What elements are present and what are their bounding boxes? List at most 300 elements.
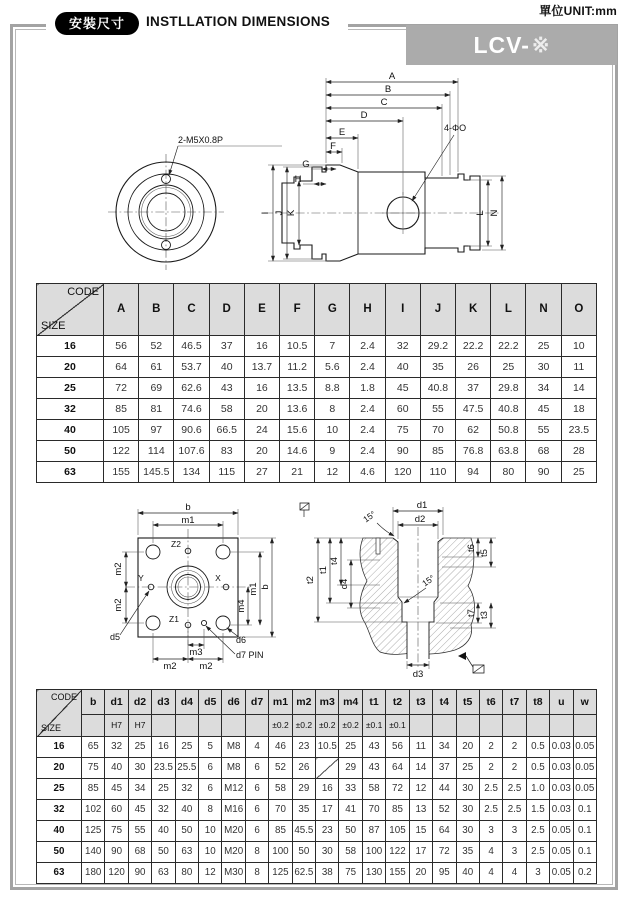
value-cell: 80 [175, 863, 198, 884]
page-title: INSTLLATION DIMENSIONS [146, 14, 331, 29]
size-cell: 20 [37, 758, 82, 779]
value-cell: 155 [386, 863, 409, 884]
value-cell: 2.4 [350, 399, 385, 420]
valve-side-view [260, 71, 506, 261]
tolerance-cell: H7 [105, 715, 128, 737]
size-cell: 16 [37, 737, 82, 758]
value-cell: 90.6 [174, 420, 209, 441]
value-cell: 16 [316, 779, 339, 800]
value-cell: 75 [385, 420, 420, 441]
port-callout: 4-ΦO [444, 123, 467, 133]
size-cell: 20 [37, 357, 104, 378]
tolerance-cell: ±0.1 [386, 715, 409, 737]
value-cell: 69 [139, 378, 174, 399]
value-cell: 6 [199, 758, 222, 779]
size-cell: 40 [37, 821, 82, 842]
value-cell: 8 [315, 399, 350, 420]
table-row [37, 758, 597, 779]
column-header: t7 [503, 690, 526, 715]
column-header: A [104, 284, 139, 336]
cavity-section-view [300, 500, 496, 680]
table-row [37, 336, 597, 357]
value-cell: 100 [269, 842, 292, 863]
value-cell: 22.2 [456, 336, 491, 357]
column-header: t1 [362, 690, 385, 715]
column-header: b [82, 690, 105, 715]
value-cell: 25 [175, 737, 198, 758]
value-cell: 63 [152, 863, 175, 884]
size-cell: 25 [37, 378, 104, 399]
value-cell: 35 [456, 842, 479, 863]
value-cell: 61 [139, 357, 174, 378]
value-cell: M8 [222, 758, 245, 779]
column-header: d5 [199, 690, 222, 715]
value-cell: 62.5 [292, 863, 315, 884]
value-cell: 25 [128, 737, 151, 758]
value-cell: 29.8 [491, 378, 526, 399]
value-cell: 10 [199, 821, 222, 842]
value-cell: 20 [409, 863, 432, 884]
svg-text:t2: t2 [305, 576, 316, 584]
value-cell: 46 [269, 737, 292, 758]
column-header: L [491, 284, 526, 336]
column-header: B [139, 284, 174, 336]
value-cell: 66.5 [209, 420, 244, 441]
size-cell: 16 [37, 336, 104, 357]
column-header: m2 [292, 690, 315, 715]
value-cell: 72 [104, 378, 139, 399]
value-cell: 30 [128, 758, 151, 779]
tolerance-cell [526, 715, 549, 737]
column-header: t2 [386, 690, 409, 715]
value-cell: 85 [269, 821, 292, 842]
value-cell: 20 [244, 399, 279, 420]
value-cell: 0.1 [573, 842, 596, 863]
value-cell: 30 [456, 821, 479, 842]
value-cell: 15.6 [280, 420, 315, 441]
model-banner [406, 25, 617, 65]
value-cell: 5.6 [315, 357, 350, 378]
table-row [37, 842, 597, 863]
value-cell: 64 [433, 821, 456, 842]
value-cell: 4 [245, 737, 268, 758]
value-cell: 11.2 [280, 357, 315, 378]
value-cell: 0.5 [526, 737, 549, 758]
value-cell: 4.6 [350, 462, 385, 483]
value-cell: 3 [479, 821, 502, 842]
value-cell: 30 [526, 357, 561, 378]
value-cell: 34 [526, 378, 561, 399]
value-cell: 180 [82, 863, 105, 884]
value-cell: 105 [386, 821, 409, 842]
value-cell: 75 [105, 821, 128, 842]
value-cell: 37 [433, 758, 456, 779]
value-cell: 50 [152, 842, 175, 863]
corner-cell [37, 690, 82, 737]
tolerance-cell [503, 715, 526, 737]
column-header: N [526, 284, 561, 336]
table-2 [36, 689, 597, 884]
value-cell: 70 [420, 420, 455, 441]
svg-text:t3: t3 [479, 611, 490, 619]
value-cell: 40 [209, 357, 244, 378]
value-cell: 17 [409, 842, 432, 863]
svg-text:Z1: Z1 [169, 614, 179, 624]
value-cell: 13.5 [280, 378, 315, 399]
value-cell: 60 [105, 800, 128, 821]
value-cell: 12 [315, 462, 350, 483]
svg-text:d5: d5 [110, 632, 121, 642]
value-cell: 4 [503, 863, 526, 884]
svg-text:H: H [294, 174, 302, 185]
column-header: D [209, 284, 244, 336]
value-cell: 6 [245, 821, 268, 842]
tolerance-cell: ±0.1 [362, 715, 385, 737]
value-cell: 32 [385, 336, 420, 357]
svg-text:d7 PIN: d7 PIN [236, 650, 264, 660]
value-cell: 64 [104, 357, 139, 378]
value-cell: 23.5 [561, 420, 596, 441]
value-cell: 155 [104, 462, 139, 483]
value-cell: 23 [292, 737, 315, 758]
value-cell: 46.5 [174, 336, 209, 357]
value-cell: 90 [526, 462, 561, 483]
value-cell: 16 [244, 336, 279, 357]
value-cell: 23 [316, 821, 339, 842]
value-cell: 50 [339, 821, 362, 842]
value-cell: 10 [315, 420, 350, 441]
column-header: d1 [105, 690, 128, 715]
svg-text:Y: Y [138, 573, 144, 583]
column-header: d4 [175, 690, 198, 715]
value-cell: 25 [561, 462, 596, 483]
value-cell: 10.5 [280, 336, 315, 357]
value-cell: 25 [456, 758, 479, 779]
not-applicable-cell [316, 758, 339, 779]
value-cell: 107.6 [174, 441, 209, 462]
svg-text:d1: d1 [416, 500, 428, 511]
tolerance-cell: ±0.2 [339, 715, 362, 737]
svg-text:X: X [215, 573, 221, 583]
table-row [37, 863, 597, 884]
value-cell: 43 [209, 378, 244, 399]
table-row [37, 420, 597, 441]
top-drawings [30, 68, 600, 282]
value-cell: 97 [139, 420, 174, 441]
value-cell: 102 [82, 800, 105, 821]
value-cell: 105 [104, 420, 139, 441]
value-cell: 14 [409, 758, 432, 779]
value-cell: 52 [139, 336, 174, 357]
value-cell: 125 [82, 821, 105, 842]
value-cell: 50 [175, 821, 198, 842]
svg-text:t5: t5 [479, 549, 490, 557]
column-header: d7 [245, 690, 268, 715]
corner-size-label: SIZE [41, 723, 62, 733]
column-header: m1 [269, 690, 292, 715]
value-cell: 35 [420, 357, 455, 378]
value-cell: 35 [292, 800, 315, 821]
corner-cell [37, 284, 104, 336]
value-cell: 0.05 [550, 821, 573, 842]
value-cell: 29 [292, 779, 315, 800]
svg-text:A: A [388, 71, 396, 82]
value-cell: 25 [152, 779, 175, 800]
value-cell: 2.4 [350, 420, 385, 441]
value-cell: 70 [362, 800, 385, 821]
value-cell: 81 [139, 399, 174, 420]
value-cell: 8 [245, 863, 268, 884]
value-cell: 50.8 [491, 420, 526, 441]
pin-hole [201, 620, 206, 625]
tolerance-cell [573, 715, 596, 737]
value-cell: 10 [561, 336, 596, 357]
svg-text:d6: d6 [236, 635, 247, 645]
value-cell: 56 [386, 737, 409, 758]
svg-text:C: C [380, 97, 388, 108]
tolerance-cell [222, 715, 245, 737]
value-cell: 110 [420, 462, 455, 483]
header-row [37, 284, 597, 336]
value-cell: 40 [385, 357, 420, 378]
value-cell: M16 [222, 800, 245, 821]
value-cell: 56 [104, 336, 139, 357]
corner-code-label: CODE [50, 692, 77, 702]
column-header: t6 [479, 690, 502, 715]
value-cell: 34 [128, 779, 151, 800]
table-row [37, 821, 597, 842]
value-cell: 2.5 [526, 821, 549, 842]
value-cell: 20 [456, 737, 479, 758]
value-cell: 45 [128, 800, 151, 821]
value-cell: 134 [174, 462, 209, 483]
value-cell: 21 [280, 462, 315, 483]
mount-bolt-hole [146, 545, 160, 559]
svg-text:m2: m2 [199, 661, 213, 672]
value-cell: 17 [316, 800, 339, 821]
value-cell: 60 [385, 399, 420, 420]
value-cell: 122 [104, 441, 139, 462]
corner-size-label: SIZE [41, 320, 66, 332]
value-cell: 43 [362, 737, 385, 758]
value-cell: 58 [339, 842, 362, 863]
value-cell: 85 [82, 779, 105, 800]
value-cell: 0.2 [573, 863, 596, 884]
svg-text:D: D [360, 110, 368, 121]
tolerance-cell [456, 715, 479, 737]
value-cell: 6 [199, 779, 222, 800]
value-cell: 45 [526, 399, 561, 420]
value-cell: 43 [362, 758, 385, 779]
tolerance-cell: H7 [128, 715, 151, 737]
value-cell: 14.6 [280, 441, 315, 462]
svg-text:b: b [260, 584, 271, 590]
value-cell: 0.05 [550, 842, 573, 863]
value-cell: 2 [479, 758, 502, 779]
value-cell: 3 [503, 821, 526, 842]
value-cell: 24 [244, 420, 279, 441]
value-cell: 32 [175, 779, 198, 800]
value-cell: 16 [244, 378, 279, 399]
value-cell: 8 [245, 842, 268, 863]
svg-text:d4: d4 [339, 578, 350, 590]
column-header: O [561, 284, 596, 336]
dimension-table-1 [36, 283, 597, 483]
value-cell: M20 [222, 821, 245, 842]
value-cell: 68 [526, 441, 561, 462]
thread-callout: 2-M5X0.8P [178, 135, 224, 145]
value-cell: 47.5 [456, 399, 491, 420]
svg-text:15°: 15° [420, 572, 437, 589]
value-cell: 23.5 [152, 758, 175, 779]
tolerance-cell [409, 715, 432, 737]
value-cell: 20 [244, 441, 279, 462]
svg-text:Z2: Z2 [171, 539, 181, 549]
value-cell: 53.7 [174, 357, 209, 378]
value-cell: 2.5 [503, 779, 526, 800]
value-cell: 28 [561, 441, 596, 462]
svg-text:m4: m4 [236, 599, 247, 613]
value-cell: 6 [245, 800, 268, 821]
column-header: d2 [128, 690, 151, 715]
surface-finish-icon [300, 503, 309, 517]
value-cell: 13.6 [280, 399, 315, 420]
value-cell: 0.03 [550, 737, 573, 758]
value-cell: 32 [105, 737, 128, 758]
value-cell: 40.8 [491, 399, 526, 420]
value-cell: 62 [456, 420, 491, 441]
column-header: m3 [316, 690, 339, 715]
value-cell: 25 [526, 336, 561, 357]
value-cell: 25 [339, 737, 362, 758]
value-cell: 45 [385, 378, 420, 399]
value-cell: 2.5 [479, 779, 502, 800]
column-header: d6 [222, 690, 245, 715]
column-header: H [350, 284, 385, 336]
value-cell: 45.5 [292, 821, 315, 842]
value-cell: 34 [433, 737, 456, 758]
size-cell: 50 [37, 441, 104, 462]
svg-text:B: B [384, 84, 392, 95]
value-cell: 95 [433, 863, 456, 884]
value-cell: 3 [503, 842, 526, 863]
table-row [37, 462, 597, 483]
value-cell: 0.05 [573, 737, 596, 758]
value-cell: 2.4 [350, 441, 385, 462]
column-header: m4 [339, 690, 362, 715]
size-cell: 32 [37, 800, 82, 821]
value-cell: 130 [362, 863, 385, 884]
value-cell: 90 [128, 863, 151, 884]
value-cell: 30 [316, 842, 339, 863]
value-cell: 55 [526, 420, 561, 441]
value-cell: 85 [420, 441, 455, 462]
unit-label: 單位UNIT:mm [539, 4, 617, 18]
value-cell: M20 [222, 842, 245, 863]
value-cell: 94 [456, 462, 491, 483]
value-cell: 115 [209, 462, 244, 483]
column-header: J [420, 284, 455, 336]
model-wildcard: ※ [531, 33, 550, 57]
value-cell: 80 [491, 462, 526, 483]
column-header: u [550, 690, 573, 715]
tolerance-cell: ±0.2 [316, 715, 339, 737]
value-cell: 2 [503, 737, 526, 758]
value-cell: 58 [209, 399, 244, 420]
size-cell: 63 [37, 462, 104, 483]
tolerance-cell [550, 715, 573, 737]
tolerance-cell [245, 715, 268, 737]
value-cell: 0.03 [550, 758, 573, 779]
size-cell: 40 [37, 420, 104, 441]
value-cell: 10.5 [316, 737, 339, 758]
value-cell: 6 [245, 779, 268, 800]
value-cell: 68 [128, 842, 151, 863]
value-cell: 58 [269, 779, 292, 800]
value-cell: 114 [139, 441, 174, 462]
value-cell: 0.03 [550, 800, 573, 821]
value-cell: 122 [386, 842, 409, 863]
value-cell: 120 [385, 462, 420, 483]
table-row [37, 800, 597, 821]
size-cell: 63 [37, 863, 82, 884]
value-cell: 30 [456, 779, 479, 800]
value-cell: 4 [479, 863, 502, 884]
column-header: F [280, 284, 315, 336]
value-cell: 58 [362, 779, 385, 800]
svg-text:m2: m2 [113, 598, 124, 612]
mount-bolt-hole [216, 616, 230, 630]
value-cell: 87 [362, 821, 385, 842]
svg-text:K: K [286, 209, 297, 217]
value-cell: 40 [152, 821, 175, 842]
value-cell: 10 [199, 842, 222, 863]
value-cell: 83 [209, 441, 244, 462]
flange-front-view [108, 135, 282, 270]
value-cell: 0.05 [573, 758, 596, 779]
value-cell: 11 [561, 357, 596, 378]
value-cell: 40 [175, 800, 198, 821]
value-cell: 15 [409, 821, 432, 842]
table-1 [36, 283, 597, 483]
tolerance-cell [152, 715, 175, 737]
value-cell: 6 [245, 758, 268, 779]
svg-text:t1: t1 [318, 566, 329, 574]
svg-text:E: E [338, 127, 346, 138]
value-cell: 3 [526, 863, 549, 884]
tolerance-cell [82, 715, 105, 737]
dimension-table-2 [36, 689, 597, 884]
value-cell: 1.0 [526, 779, 549, 800]
value-cell: 1.5 [526, 800, 549, 821]
value-cell: 40 [105, 758, 128, 779]
tolerance-cell [199, 715, 222, 737]
value-cell: 8 [199, 800, 222, 821]
svg-text:15°: 15° [361, 508, 378, 525]
table-row [37, 737, 597, 758]
value-cell: 62.6 [174, 378, 209, 399]
value-cell: 50 [292, 842, 315, 863]
svg-text:t7: t7 [466, 609, 477, 617]
table-row [37, 357, 597, 378]
value-cell: 40.8 [420, 378, 455, 399]
table-row [37, 779, 597, 800]
value-cell: 5 [199, 737, 222, 758]
mount-bolt-hole [146, 616, 160, 630]
value-cell: 0.1 [573, 821, 596, 842]
tolerance-cell: ±0.2 [269, 715, 292, 737]
svg-text:F: F [330, 141, 336, 152]
